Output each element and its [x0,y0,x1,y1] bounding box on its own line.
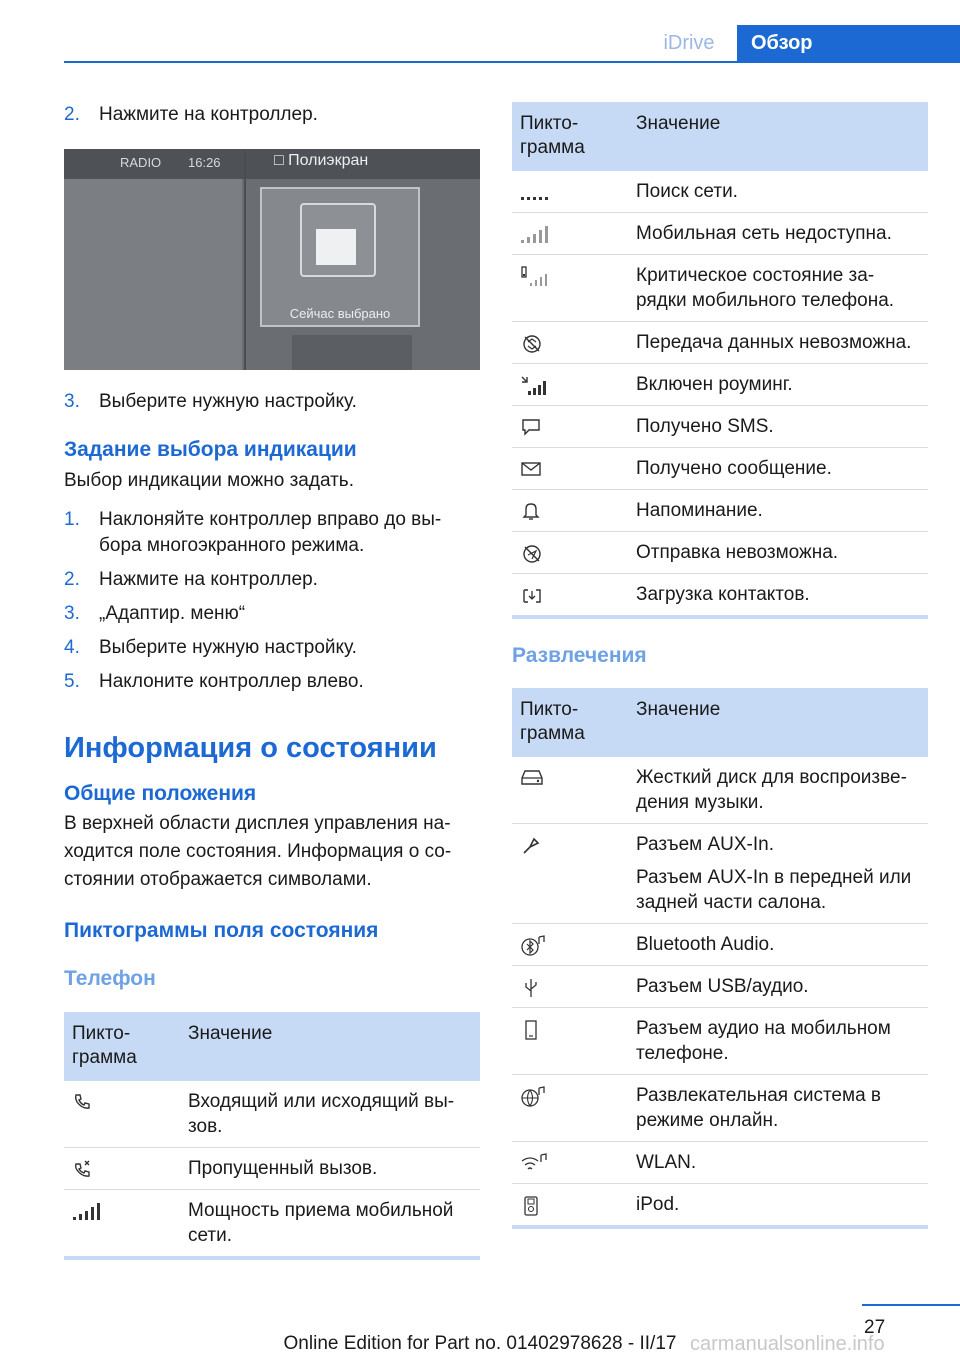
table-cell-text: Разъем AUX-In. [636,834,774,855]
table-row [512,255,928,322]
table-row [512,322,928,364]
table-row [512,966,928,1008]
table-row [512,1008,928,1075]
chapter-heading: Информация о состоянии [64,732,437,764]
ipod-icon [520,1195,542,1217]
table-cell-text: Мобильная сеть недоступна. [628,213,928,255]
table-cell-text: Развлекательная система в режиме онлайн. [628,1075,928,1142]
envelope-icon [520,459,542,479]
step-item [64,669,480,695]
network-search-icon [520,182,550,202]
hard-disk-icon [520,768,544,788]
phone-icon [72,1092,92,1112]
table-cell-text: Передача данных невозможна. [628,322,928,364]
step-text: Выберите нужную настройку. [99,637,357,658]
table-cell-text: Мощность приема мобильной сети. [180,1190,480,1259]
table-cell-text: iPod. [628,1184,928,1228]
table-cell-text: Разъем аудио на мобильном телефоне. [628,1008,928,1075]
screen-mode-label: □ Полиэкран [274,152,369,169]
online-entertainment-icon [520,1086,546,1108]
screen-divider [244,149,246,370]
step-item [64,507,480,559]
table-row [512,406,928,448]
step-text: Нажмите на контроллер. [99,104,318,125]
step-item [64,635,480,661]
low-battery-icon [520,266,550,288]
step-number: 2. [64,104,80,125]
table-row [64,1081,480,1148]
usb-icon [520,977,542,999]
section-text: В верхней области дисплея управления на-ходится поле состояния. Информация о со-стоянии отображается символами. [64,813,452,890]
table-header-row [512,102,928,171]
table-row [64,1190,480,1259]
no-network-icon [520,224,550,244]
table-cell-text: Поиск сети. [628,171,928,213]
table-row [512,1142,928,1184]
table-row [512,213,928,255]
subsection-heading: Телефон [64,967,156,990]
table-cell-text: Пропущенный вызов. [180,1148,480,1190]
footer-rule [862,1304,960,1306]
table-row [512,448,928,490]
table-cell-text: WLAN. [628,1142,928,1184]
header-rule [64,61,960,63]
step-number: 3. [64,603,80,624]
table-cell-text: Bluetooth Audio. [628,924,928,966]
step-number: 2. [64,569,80,590]
table-row [512,1184,928,1228]
roaming-icon [520,375,550,397]
table-cell-text: Напоминание. [628,490,928,532]
phone-icons-table-continued [512,102,928,619]
bluetooth-audio-icon [520,935,546,957]
table-row [512,924,928,966]
screen-time-label: 16:26 [188,155,221,170]
table-header-icon: Пикто-грамма [64,1012,180,1081]
table-cell-text: Получено сообщение. [628,448,928,490]
table-row [512,757,928,824]
sms-icon [520,417,542,437]
right-column [512,102,928,1229]
table-row [512,490,928,532]
no-data-icon [520,333,544,355]
table-row [64,1148,480,1190]
table-cell-text: Отправка невозможна. [628,532,928,574]
header-chapter-tab: Обзор [737,25,960,61]
screen-road-graphic [292,335,412,370]
table-cell-text: Входящий или исходящий вы-зов. [180,1081,480,1148]
section-heading: Общие положения [64,782,257,805]
step-number: 3. [64,391,80,412]
table-cell-text: Жесткий диск для воспроизве-дения музыки. [628,757,928,824]
table-header-meaning: Значение [628,688,928,757]
step-item [64,102,480,128]
road-sign-icon [316,229,356,265]
wlan-icon [520,1153,548,1175]
aux-plug-icon [520,835,542,857]
screen-nav-preview [300,203,376,277]
screen-photo [64,149,480,370]
table-row [512,171,928,213]
table-row [512,364,928,406]
step-number: 4. [64,637,80,658]
section-intro: Выбор индикации можно задать. [64,470,354,491]
step-item [64,389,480,415]
subsection-heading: Развлечения [512,644,647,667]
signal-strength-icon [72,1201,102,1221]
table-cell-text: Включен роуминг. [628,364,928,406]
table-cell-text: Критическое состояние за-рядки мобильного телефона. [628,255,928,322]
screen-selection-panel [260,187,420,327]
table-header-icon: Пикто-грамма [512,688,628,757]
table-header-row [512,688,928,757]
watermark-text: carmanualsonline.info [690,1333,885,1355]
table-header-row [64,1012,480,1081]
table-row [512,824,928,924]
missed-call-icon [72,1159,94,1179]
page-number: 27 [864,1317,886,1338]
table-row [512,532,928,574]
phone-icons-table [64,1012,480,1260]
step-text: Нажмите на контроллер. [99,569,318,590]
table-row [512,574,928,618]
table-row [512,1075,928,1142]
table-header-meaning: Значение [180,1012,480,1081]
footer-edition: Online Edition for Part no. 01402978628 - II/17 [283,1333,677,1354]
step-text: Наклоняйте контроллер вправо до вы-бора многоэкранного режима. [99,509,442,556]
table-cell-text: Получено SMS. [628,406,928,448]
step-text: Выберите нужную настройку. [99,391,357,412]
table-cell-text: Загрузка контактов. [628,574,928,618]
contacts-download-icon [520,585,544,607]
table-header-meaning: Значение [628,102,928,171]
bell-icon [520,501,542,521]
table-header-icon: Пикто-грамма [512,102,628,171]
entertainment-icons-table [512,688,928,1229]
step-item [64,601,480,627]
step-text: Наклоните контроллер влево. [99,671,364,692]
screen-radio-label: RADIO [120,155,162,170]
left-column [64,102,480,1260]
screen-left-pane [64,179,242,370]
step-item [64,567,480,593]
table-cell-text: Разъем USB/аудио. [628,966,928,1008]
table-cell-text: Разъем AUX-In в передней или задней части салона. [636,867,912,913]
section-heading: Пиктограммы поля состояния [64,919,379,942]
step-text: „Адаптир. меню“ [99,603,246,624]
send-failed-icon [520,543,544,565]
section-heading: Задание выбора индикации [64,438,357,461]
header-section: iDrive [663,32,715,54]
phone-audio-icon [520,1019,542,1041]
screen-selected-label: Сейчас выбрано [289,306,391,321]
step-number: 5. [64,671,80,692]
step-number: 1. [64,509,80,530]
